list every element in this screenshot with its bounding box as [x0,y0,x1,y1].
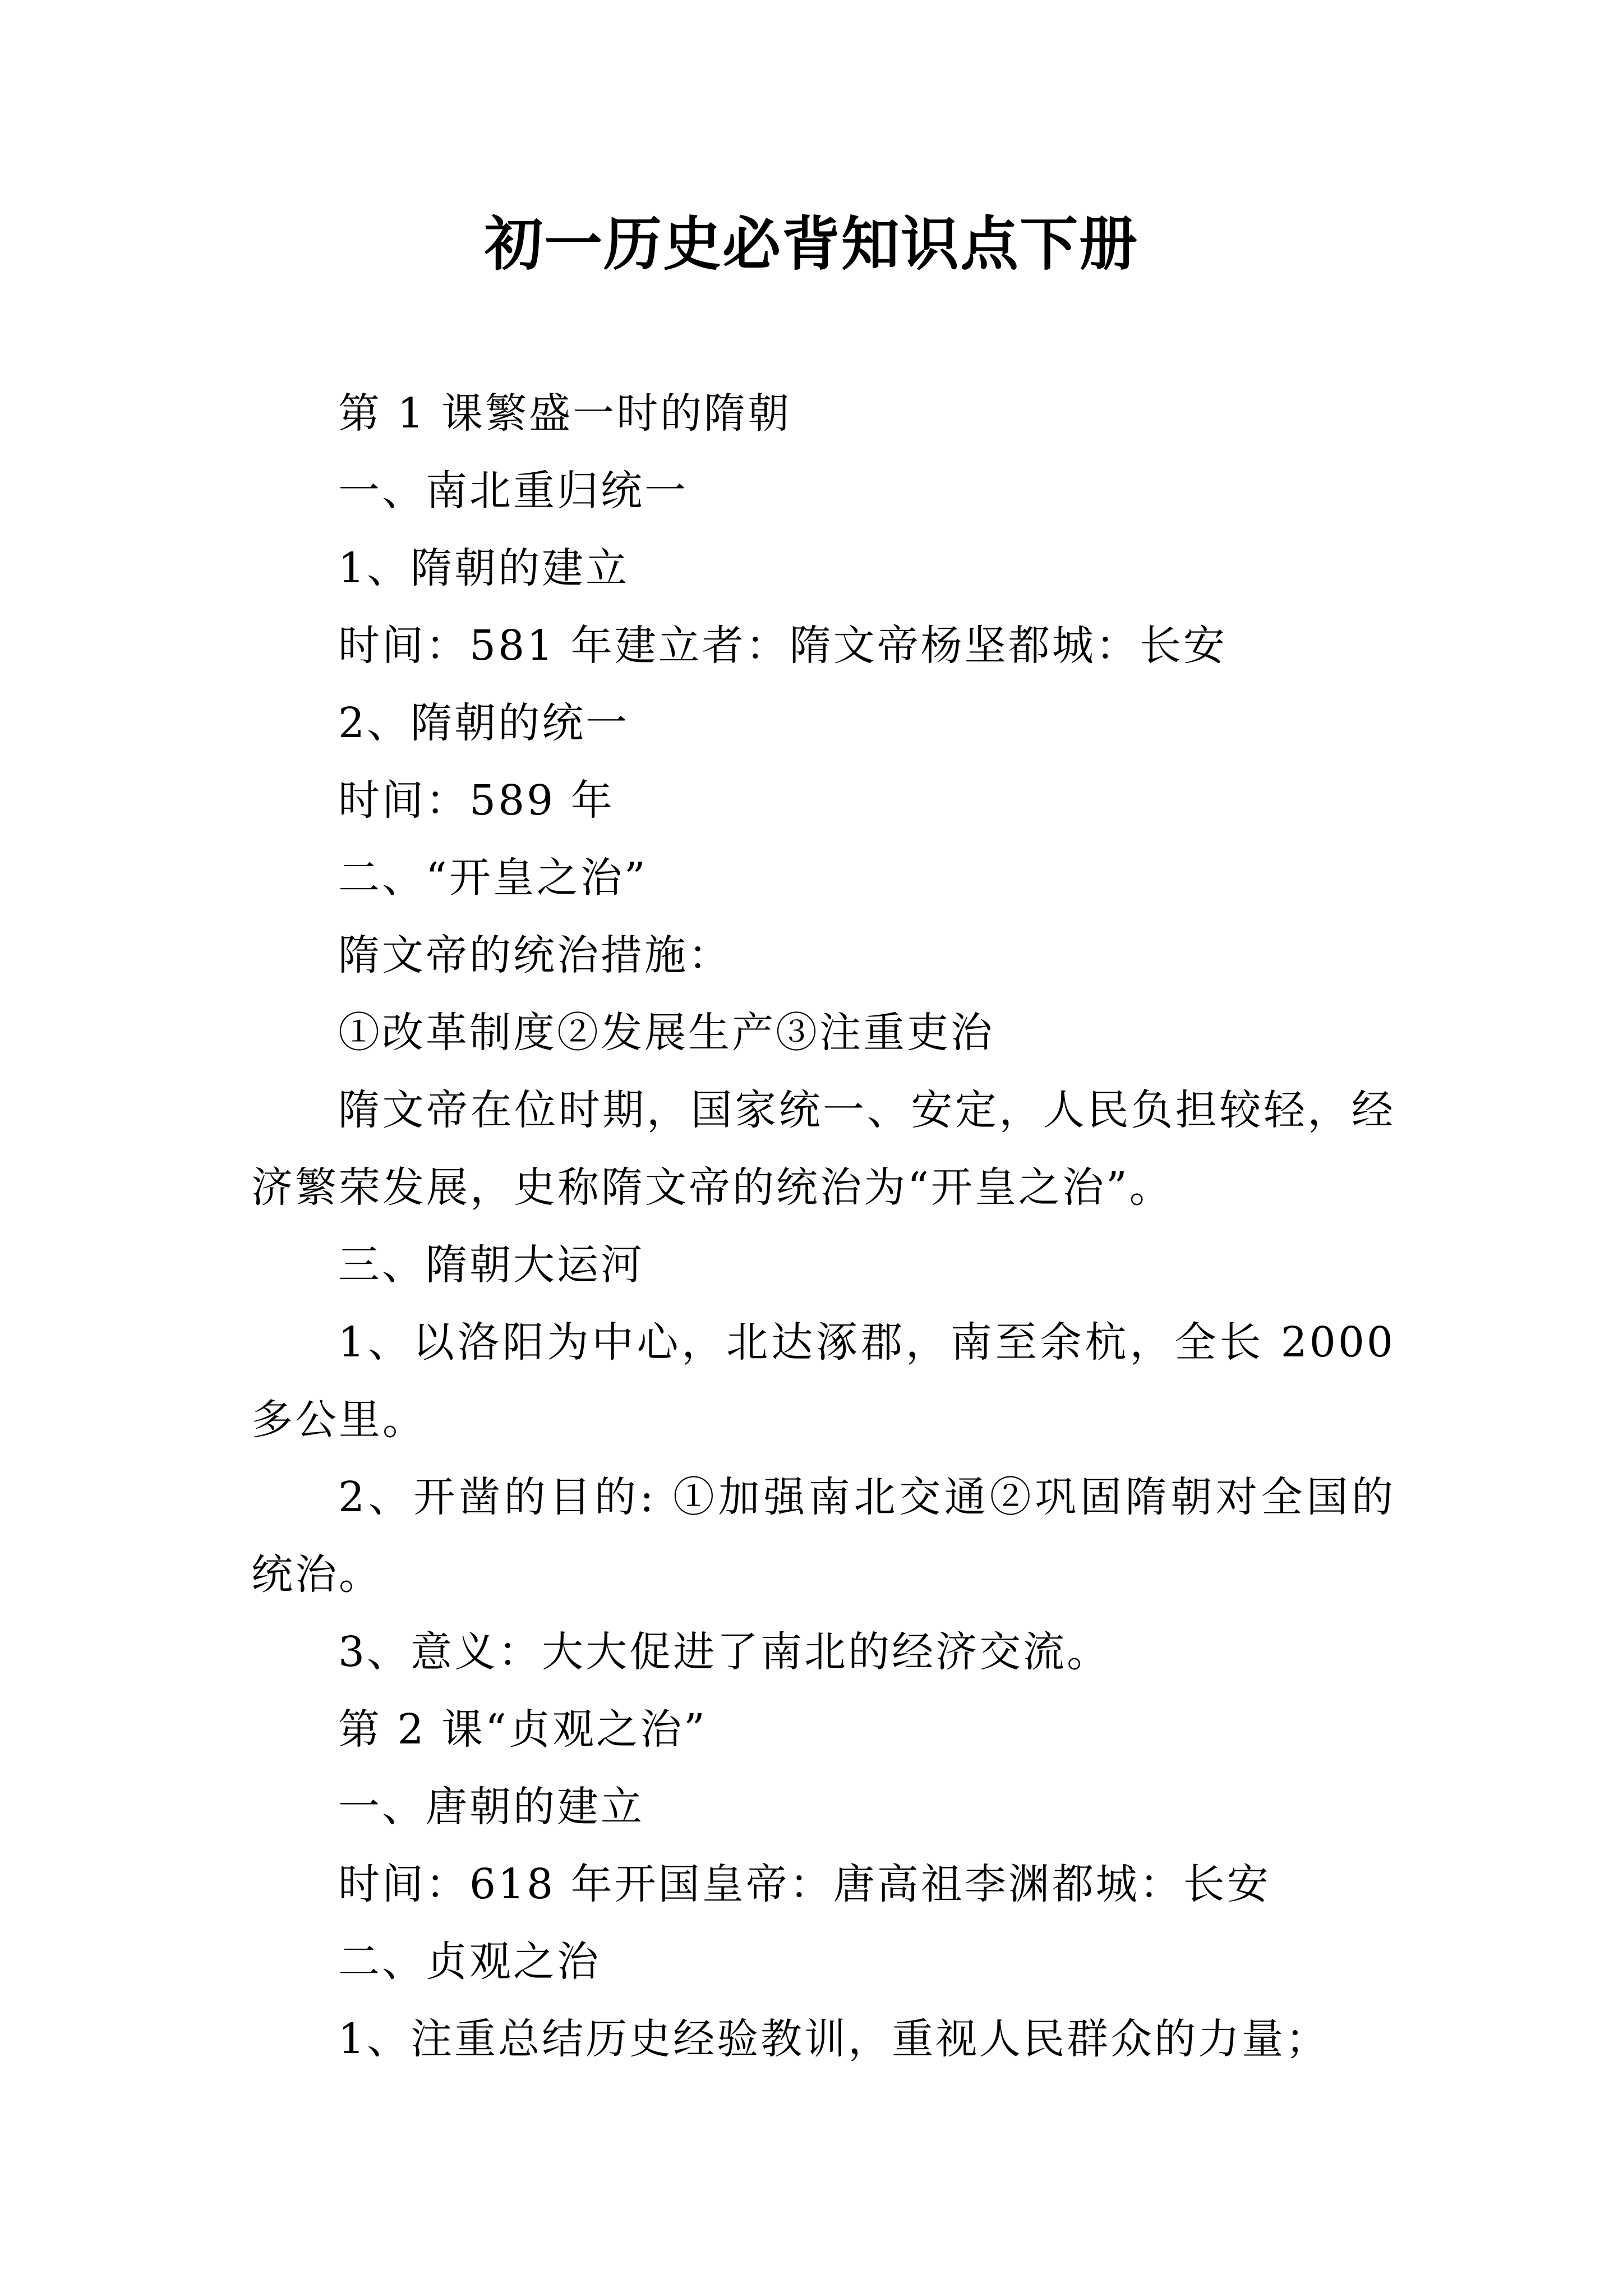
section-heading: 二、贞观之治 [338,1938,601,1986]
subsection-heading: 1、隋朝的建立 [338,544,630,592]
paragraph: 3、意义：大大促进了南北的经济交流。 [338,1628,1111,1676]
paragraph: ①改革制度②发展生产③注重吏治 [338,1009,994,1057]
document-body [251,375,1395,2078]
paragraph: 1、注重总结历史经验教训，重视人民群众的力量； [338,2015,1330,2063]
paragraph: 2、开凿的目的: ①加强南北交通②巩固隋朝对全国的统治。 [251,1473,1395,1599]
document-title: 初一历史必背知识点下册 [484,209,1138,278]
section-heading: 一、南北重归统一 [338,467,688,515]
section-heading: 二、“开皇之治” [338,854,648,902]
paragraph: 隋文帝的统治措施： [338,931,732,979]
paragraph: 时间：589 年 [338,776,615,825]
paragraph: 时间：581 年建立者：隋文帝杨坚都城：长安 [338,622,1227,670]
lesson-1-heading: 第 1 课繁盛一时的隋朝 [338,389,792,438]
section-heading: 一、唐朝的建立 [338,1783,644,1831]
paragraph: 隋文帝在位时期，国家统一、安定，人民负担较轻，经济繁荣发展，史称隋文帝的统治为“开皇之治”。 [251,1086,1395,1212]
paragraph: 时间：618 年开国皇帝：唐高祖李渊都城：长安 [338,1860,1271,1908]
subsection-heading: 2、隋朝的统一 [338,699,630,747]
paragraph: 1、以洛阳为中心，北达涿郡，南至余杭，全长 2000 多公里。 [251,1318,1395,1444]
lesson-2-heading: 第 2 课“贞观之治” [338,1705,707,1754]
section-heading: 三、隋朝大运河 [338,1241,644,1289]
